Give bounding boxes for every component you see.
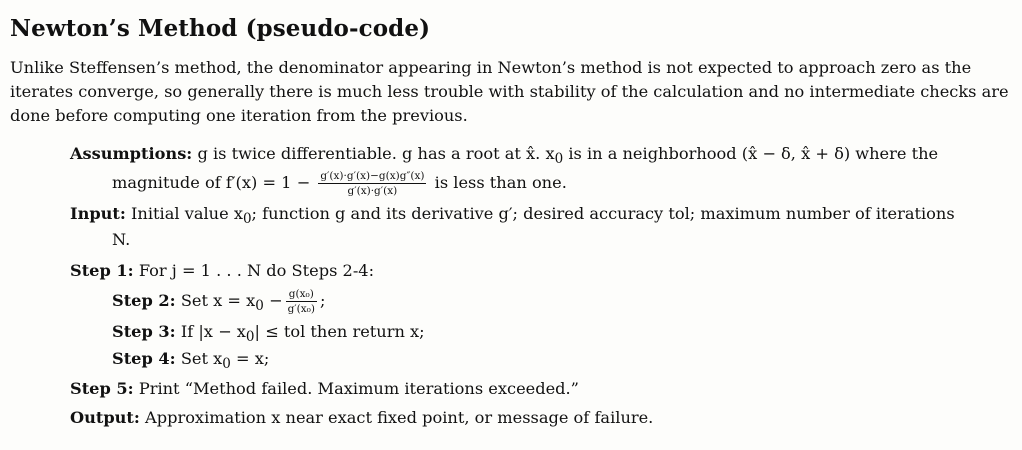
output-label: Output: xyxy=(70,408,140,427)
fraction-denominator: g′(x₀) xyxy=(287,303,315,315)
page-title: Newton’s Method (pseudo-code) xyxy=(10,15,431,42)
input-label: Input: xyxy=(70,204,126,223)
step-3-text-1: If |x − x xyxy=(175,322,246,341)
step-4-text-2: = x; xyxy=(230,349,270,368)
input-text-3: N. xyxy=(112,230,131,249)
derivative-fraction xyxy=(318,170,426,197)
assumptions-label: Assumptions: xyxy=(70,144,193,163)
step-3-label: Step 3: xyxy=(112,322,176,341)
output-line xyxy=(70,406,1000,430)
step-2-text-2: − xyxy=(263,291,283,310)
input-line xyxy=(70,202,1000,231)
step-3-text-2: | ≤ tol then return x; xyxy=(254,322,425,341)
assumptions-continuation xyxy=(112,170,567,197)
step-2-label: Step 2: xyxy=(112,291,176,310)
step-4-text-1: Set x xyxy=(175,349,223,368)
subscript-zero: 0 xyxy=(255,298,264,315)
subscript-zero: 0 xyxy=(245,329,255,346)
step-2-text-1: Set x = x xyxy=(175,291,256,310)
intro-paragraph: Unlike Steffensen’s method, the denominator appearing in Newton’s method is not expected to approach zero as the iterates converge, so generally there is much less trouble with stability of the calculation and no intermediate checks are done before computing one iteration from the previous. xyxy=(10,58,1009,125)
step-5-text: Print “Method failed. Maximum iterations exceeded.” xyxy=(133,379,579,398)
newton-step-fraction xyxy=(286,288,317,315)
step-3-line xyxy=(112,320,1022,349)
subscript-zero: 0 xyxy=(222,356,231,373)
input-continuation xyxy=(112,228,130,252)
assumptions-text-1: g is twice differentiable. g has a root at x̂. x xyxy=(192,144,555,163)
fraction-numerator: g′(x)·g′(x)−g(x)g″(x) xyxy=(320,170,425,182)
step-5-line xyxy=(70,377,1000,401)
fraction-denominator: g′(x)·g′(x) xyxy=(347,185,398,197)
assumptions-text-4: is less than one. xyxy=(434,173,567,192)
step-1-line xyxy=(70,259,1000,283)
output-text: Approximation x near exact fixed point, or message of failure. xyxy=(139,408,654,427)
input-text-2: ; function g and its derivative g′; desired accuracy tol; maximum number of iterations xyxy=(251,204,955,223)
subscript-zero: 0 xyxy=(554,151,564,168)
subscript-zero: 0 xyxy=(242,211,252,228)
step-2-text-3: ; xyxy=(320,291,326,310)
step-1-text: For j = 1 . . . N do Steps 2-4: xyxy=(133,261,375,280)
assumptions-line xyxy=(70,142,1000,171)
assumptions-text-2: is in a neighborhood (x̂ − δ, x̂ + δ) where the xyxy=(563,144,939,163)
fraction-numerator: g(x₀) xyxy=(286,288,317,302)
step-2-line xyxy=(112,288,1022,318)
step-1-label: Step 1: xyxy=(70,261,134,280)
input-text-1: Initial value x xyxy=(125,204,243,223)
step-4-line xyxy=(112,347,1022,376)
step-4-label: Step 4: xyxy=(112,349,176,368)
step-5-label: Step 5: xyxy=(70,379,134,398)
assumptions-text-3: magnitude of f′(x) = 1 − xyxy=(112,173,311,192)
